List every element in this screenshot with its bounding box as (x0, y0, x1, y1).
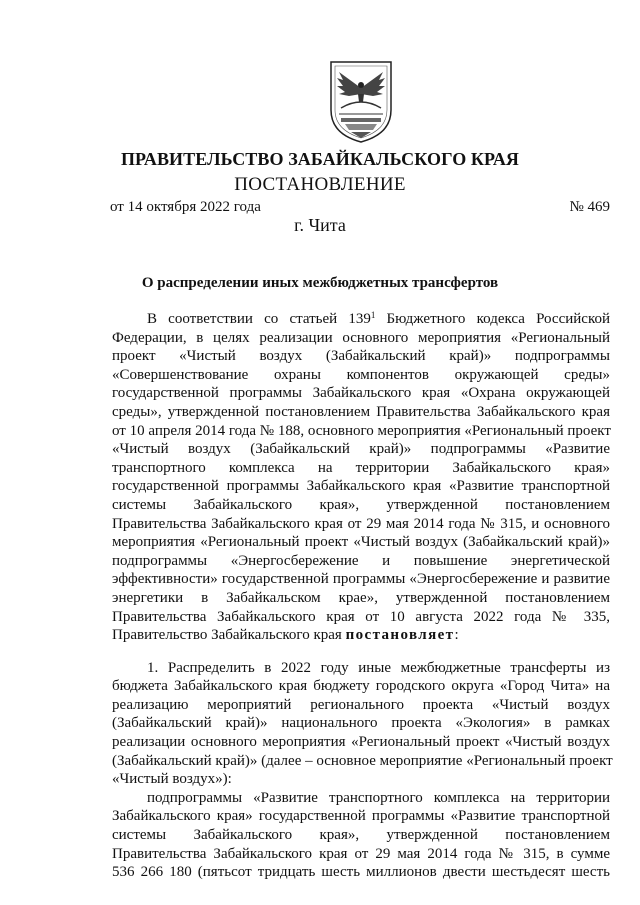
preamble-line: Федерации, в целях реализации основного мероприятия «Региональный (112, 329, 610, 346)
clause-line: реализацию мероприятий регионального проекта «Чистый воздух (112, 696, 610, 713)
article-superscript: 1 (370, 310, 376, 320)
preamble-line: эффективности» государственной программы «Энергосбережение и развитие (112, 571, 610, 588)
clause-line: бюджета Забайкальского края бюджету городского округа «Город Чита» на (112, 678, 610, 695)
preamble-line: транспортного комплекса на территории Забайкальского края» (112, 459, 610, 476)
government-title: ПРАВИТЕЛЬСТВО ЗАБАЙКАЛЬСКОГО КРАЯ (120, 149, 520, 169)
preamble-line: Правительства Забайкальского края от 29 мая 2014 года № 315, и основного (112, 515, 610, 532)
preamble-paragraph (112, 310, 610, 645)
clause-line: Правительства Забайкальского края от 29 мая 2014 года № 315, в сумме (112, 845, 610, 862)
preamble-line: Правительство Забайкальского края постановляет: (112, 627, 459, 644)
clause-line: реализации основного мероприятия «Региональный проект «Чистый воздух (112, 734, 610, 751)
preamble-line: «Совершенствование охраны компонентов окружающей среды» (112, 366, 610, 383)
preamble-line: подпрограммы «Энергосбережение и повышение энергетической (112, 552, 610, 569)
decision-word: постановляет (345, 627, 455, 644)
preamble-line: «Чистый воздух (Забайкальский край)» подпрограммы «Развитие (112, 441, 610, 458)
clause-line: системы Забайкальского края», утвержденной постановлением (112, 827, 610, 844)
preamble-line: системы Забайкальского края», утвержденной постановлением (112, 496, 610, 513)
preamble-line: от 10 апреля 2014 года № 188, основного мероприятия «Региональный проект (112, 422, 611, 439)
clause-line: 536 266 180 (пятьсот тридцать шесть миллионов двести шестьдесят шесть (112, 864, 610, 881)
clause-line: (Забайкальский край)» национального проекта «Экология» в рамках (112, 715, 610, 732)
preamble-line: государственной программы Забайкальского края «Охрана окружающей (112, 385, 610, 402)
clause-1-paragraph (112, 659, 613, 789)
document-type: ПОСТАНОВЛЕНИЕ (234, 174, 406, 195)
preamble-line: государственной программы Забайкальского края «Развитие транспортной (112, 478, 610, 495)
coat-of-arms-emblem (327, 58, 395, 144)
clause-line: «Чистый воздух»): (112, 771, 232, 788)
preamble-line: проект «Чистый воздух (Забайкальский край)» подпрограммы (112, 348, 610, 365)
clause-line: подпрограммы «Развитие транспортного комплекса на территории (147, 789, 610, 806)
document-number: № 469 (569, 199, 610, 215)
clause-line: (Забайкальский край)» (далее – основное мероприятие «Региональный проект (112, 752, 613, 769)
document-body (112, 310, 613, 882)
document-city: г. Чита (294, 215, 346, 235)
preamble-line: энергетики в Забайкальском крае», утвержденной постановлением (112, 589, 610, 606)
clause-line: Забайкальского края» государственной программы «Развитие транспортной (112, 808, 610, 825)
preamble-line: Правительства Забайкальского края от 10 августа 2022 года № 335, (112, 608, 610, 625)
preamble-line: В соответствии со статьей $139^1$ Бюджетного кодекса Российской (147, 310, 610, 327)
document-date: от 14 октября 2022 года (110, 199, 261, 215)
clause-1-subparagraph (112, 789, 610, 882)
preamble-line: мероприятия «Региональный проект «Чистый воздух (Забайкальский край)» (112, 534, 610, 551)
preamble-line: среды», утвержденной постановлением Правительства Забайкальского края (112, 403, 610, 420)
document-subject: О распределении иных межбюджетных трансфертов (141, 275, 499, 291)
clause-line: 1. Распределить в 2022 году иные межбюджетные трансферты из (147, 659, 610, 676)
